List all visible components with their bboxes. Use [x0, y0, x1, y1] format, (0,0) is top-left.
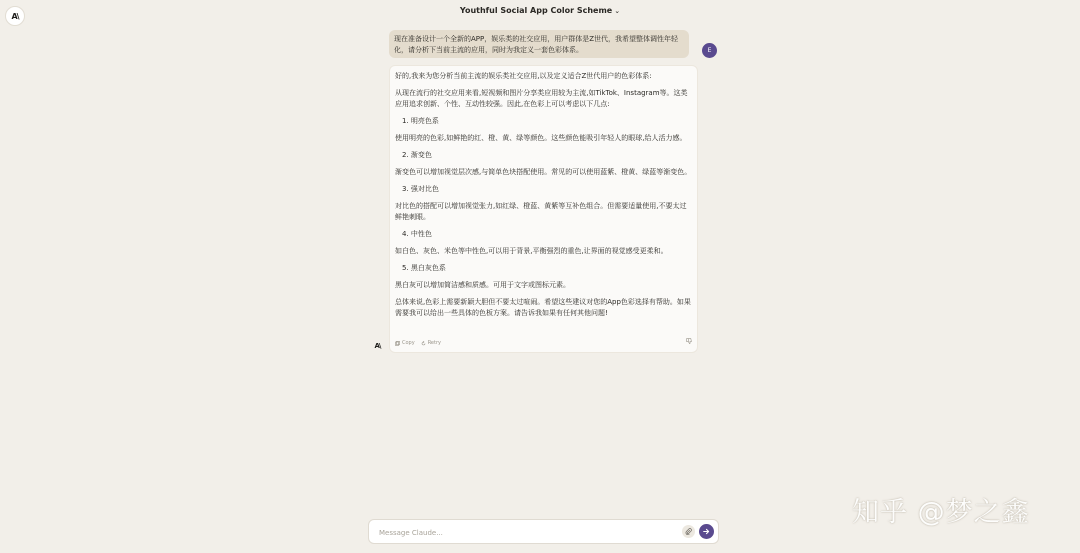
list-item-description: 对比色的搭配可以增加视觉张力,如红绿、橙蓝、黄紫等互补色组合。但需要适量使用,不要太过鲜艳刺眼。 — [395, 202, 687, 221]
user-message — [389, 30, 689, 58]
watermark: 知乎 @梦之鑫 — [852, 497, 1030, 528]
copy-button[interactable] — [395, 338, 415, 349]
assistant-summary: 总体来说,色彩上需要新颖大胆但不要太过喧闹。希望这些建议对您的App色彩选择有帮助。如果需要我可以给出一些具体的色板方案。请告诉我如果有任何其他问题! — [395, 298, 691, 317]
message-actions — [395, 339, 692, 348]
attach-button[interactable] — [682, 525, 695, 538]
assistant-analysis: 从现在流行的社交应用来看,短视频和图片分享类应用较为主流,如TikTok、Instagram等。这类应用追求创新、个性、互动性较强。因此,在色彩上可以考虑以下几点: — [395, 89, 688, 108]
conversation-title[interactable] — [0, 6, 1080, 15]
assistant-avatar-icon: A\ — [370, 338, 385, 353]
claude-logo-icon[interactable]: A\ — [5, 6, 25, 26]
list-item-heading: 1. 明亮色系 — [402, 117, 439, 125]
send-button[interactable] — [699, 524, 714, 539]
list-item-description: 黑白灰可以增加简洁感和质感。可用于文字或图标元素。 — [395, 281, 570, 289]
list-item-description: 使用明亮的色彩,如鲜艳的红、橙、黄、绿等颜色。这些颜色能吸引年轻人的眼球,给人活力感。 — [395, 134, 687, 142]
copy-icon — [395, 341, 400, 346]
list-item-heading: 2. 渐变色 — [402, 151, 432, 159]
user-message-text: 现在准备设计一个全新的APP，娱乐类的社交应用，用户群体是Z世代，我希望整体调性年轻化，请分析下当前主流的应用，同时为我定义一套色彩体系。 — [394, 35, 679, 54]
message-input[interactable] — [377, 526, 671, 540]
copy-label: Copy — [402, 340, 415, 346]
assistant-message — [389, 65, 698, 353]
retry-icon — [421, 341, 426, 346]
list-item-heading: 5. 黑白灰色系 — [402, 264, 446, 272]
chevron-down-icon: ⌄ — [614, 7, 621, 15]
send-arrow-icon — [703, 528, 710, 535]
message-composer — [368, 519, 719, 544]
user-avatar: E — [702, 43, 717, 58]
conversation-title-text: Youthful Social App Color Scheme — [459, 6, 613, 15]
paperclip-icon — [685, 528, 692, 535]
thumbs-down-icon[interactable] — [686, 338, 692, 349]
list-item-description: 如白色、灰色、米色等中性色,可以用于背景,平衡强烈的重色,让界面的视觉感受更柔和。 — [395, 247, 668, 255]
list-item-description: 渐变色可以增加视觉层次感,与简单色块搭配使用。常见的可以使用蓝紫、橙黄、绿蓝等渐变色。 — [395, 168, 692, 176]
retry-label: Retry — [427, 340, 441, 346]
assistant-intro: 好的,我来为您分析当前主流的娱乐类社交应用,以及定义适合Z世代用户的色彩体系: — [395, 72, 652, 80]
list-item-heading: 3. 强对比色 — [402, 185, 439, 193]
list-item-heading: 4. 中性色 — [402, 230, 432, 238]
retry-button[interactable] — [421, 338, 441, 349]
